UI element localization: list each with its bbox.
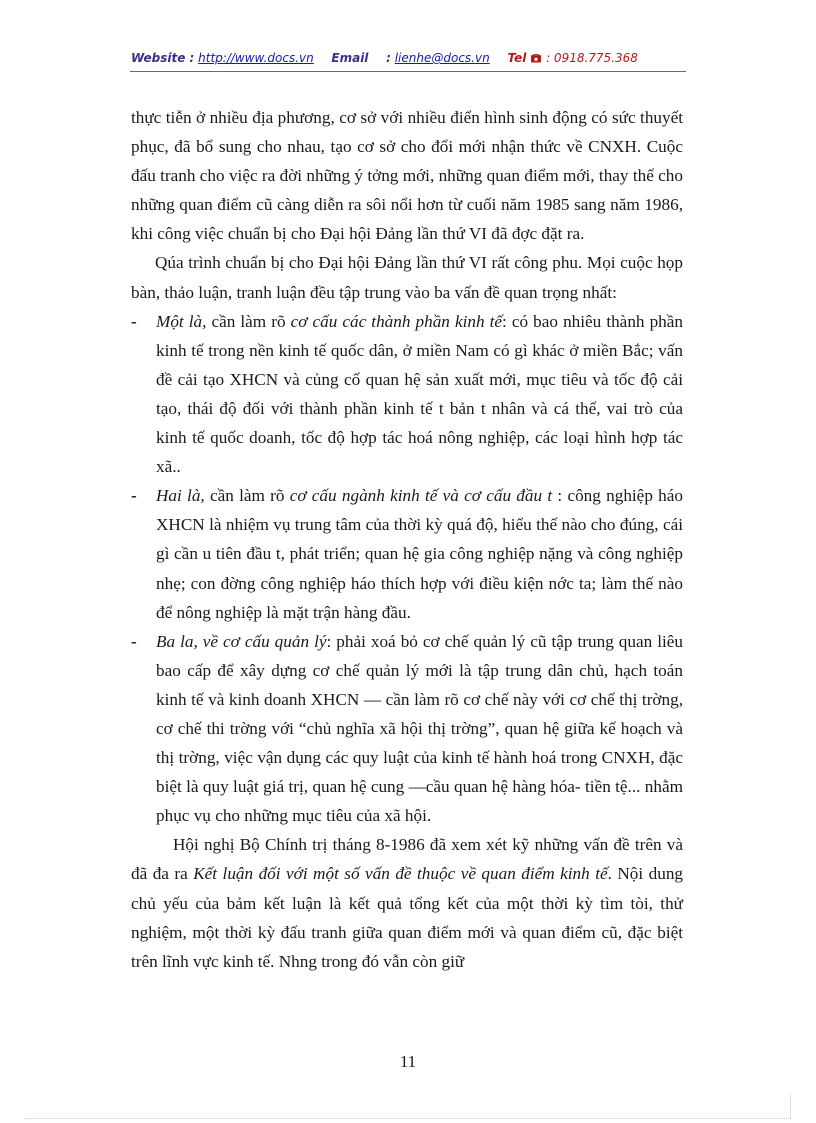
header-rule [130, 71, 686, 72]
email-label: Email [331, 51, 369, 65]
bullet-mid: cần làm rõ [206, 311, 291, 331]
paragraph-3-title: Kết luận đối với một số vấn đề thuộc về quan điểm kinh tế [193, 864, 608, 884]
bullet-lead: Một là, [156, 311, 207, 331]
tel-label: Tel [507, 51, 527, 65]
bullet-lead: Ba la, về cơ cấu quản lý [156, 631, 327, 651]
bullet-text: : có bao nhiêu thành phần kinh tế trong nền kinh tế quốc dân, ở miền Nam có gì khác ở miền Bắc; vấn đề cải tạo XHCN và củng cố quan hệ sản xuất mới, mục tiêu và tốc độ cải tạo, thái độ đối với thành phần kinh tế t bản t nhân và cá thể, vai trò của kinh tế quốc doanh, tốc độ hợp tác hoá nông nghiệp, các loại hình hợp tác xã.. [156, 311, 683, 477]
paragraph-3-start: Hội nghị Bộ Chính trị tháng 8-1986 đã xem xét kỹ những vấn đề trên và đã đa ra [131, 835, 683, 884]
bullet-dash: - [131, 486, 137, 506]
website-label: Website : [131, 51, 195, 65]
bullet-topic: cơ cấu các thành phần kinh tế [290, 311, 503, 331]
page-border-corner [790, 1094, 791, 1119]
page-border-bottom [25, 1118, 791, 1119]
page-header [131, 51, 686, 65]
paragraph-3 [131, 830, 683, 975]
email-separator: : [386, 51, 391, 65]
tel-number: : 0918.775.368 [546, 51, 638, 65]
bullet-lead: Hai là, [156, 486, 205, 506]
phone-icon [530, 52, 542, 63]
bullet-text: : phải xoá bỏ cơ chế quản lý cũ tập trung quan liêu bao cấp để xây dựng cơ chế quản lý mới là tập trung dân chủ, hạch toán kinh tế và kinh doanh XHCN — cần làm rõ cơ chế này với cơ chế thị trờng, cơ chế thi trờng với “chủ nghĩa xã hội thị trờng”, quan hệ giữa kế hoạch và thị trờng, việc vận dụng các quy luật của kinh tế hành hoá trong CNXH, đặc biệt là quy luật giá trị, quan hệ cung —cầu quan hệ hàng hóa- tiền tệ... nhằm phục vụ cho những mục tiêu của xã hội. [156, 631, 683, 826]
bullet-text: : công nghiệp háo XHCN là nhiệm vụ trung tâm của thời kỳ quá độ, hiểu thế nào cho đúng, cái gì cần u tiên đầu t, phát triển; quan hệ gia công nghiệp nặng và công nghiệp nhẹ; con đờng công nghiệp háo thích hợp với điều kiện nớc ta; làm thế nào để nông nghiệp là mặt trận hàng đầu. [156, 486, 683, 622]
email-link[interactable]: lienhe@docs.vn [394, 51, 490, 65]
bullet-dash: - [131, 631, 137, 651]
website-link[interactable]: http://www.docs.vn [198, 51, 314, 65]
paragraph-1: thực tiễn ở nhiều địa phương, cơ sở với nhiều điển hình sinh động có sức thuyết phục, đã bổ sung cho nhau, tạo cơ sở cho đổi mới nhận thức về CNXH. Cuộc đấu tranh cho việc ra đời những ý tởng mới, những quan điểm mới, thay thế cho những quan điểm cũ càng diễn ra sôi nổi hơn từ cuối năm 1985 sang năm 1986, khi công việc chuẩn bị cho Đại hội Đảng lần thứ VI đã đợc đặt ra. [131, 108, 683, 244]
bullet-topic: cơ cấu ngành kinh tế và cơ cấu đầu t [289, 486, 553, 506]
issue-list [131, 307, 683, 831]
list-item [131, 481, 683, 626]
list-item [131, 307, 683, 482]
bullet-dash: - [131, 311, 137, 331]
paragraph-3-end: . Nội dung chủ yếu của bảm kết luận là kết quả tổng kết của một thời kỳ tìm tòi, thử nghiệm, một thời kỳ đấu tranh giữa quan điểm mới và quan điểm cũ, đặc biệt trên lĩnh vực kinh tế. Nhng trong đó vẫn còn giữ [131, 864, 683, 971]
paragraph-2: Qúa trình chuẩn bị cho Đại hội Đảng lần thứ VI rất công phu. Mọi cuộc họp bàn, thảo luận, tranh luận đều tập trung vào ba vấn đề quan trọng nhất: [131, 253, 683, 302]
page-number: 11 [399, 1052, 417, 1071]
list-item [131, 627, 683, 831]
bullet-mid: cần làm rõ [204, 486, 290, 506]
document-body [131, 103, 683, 976]
